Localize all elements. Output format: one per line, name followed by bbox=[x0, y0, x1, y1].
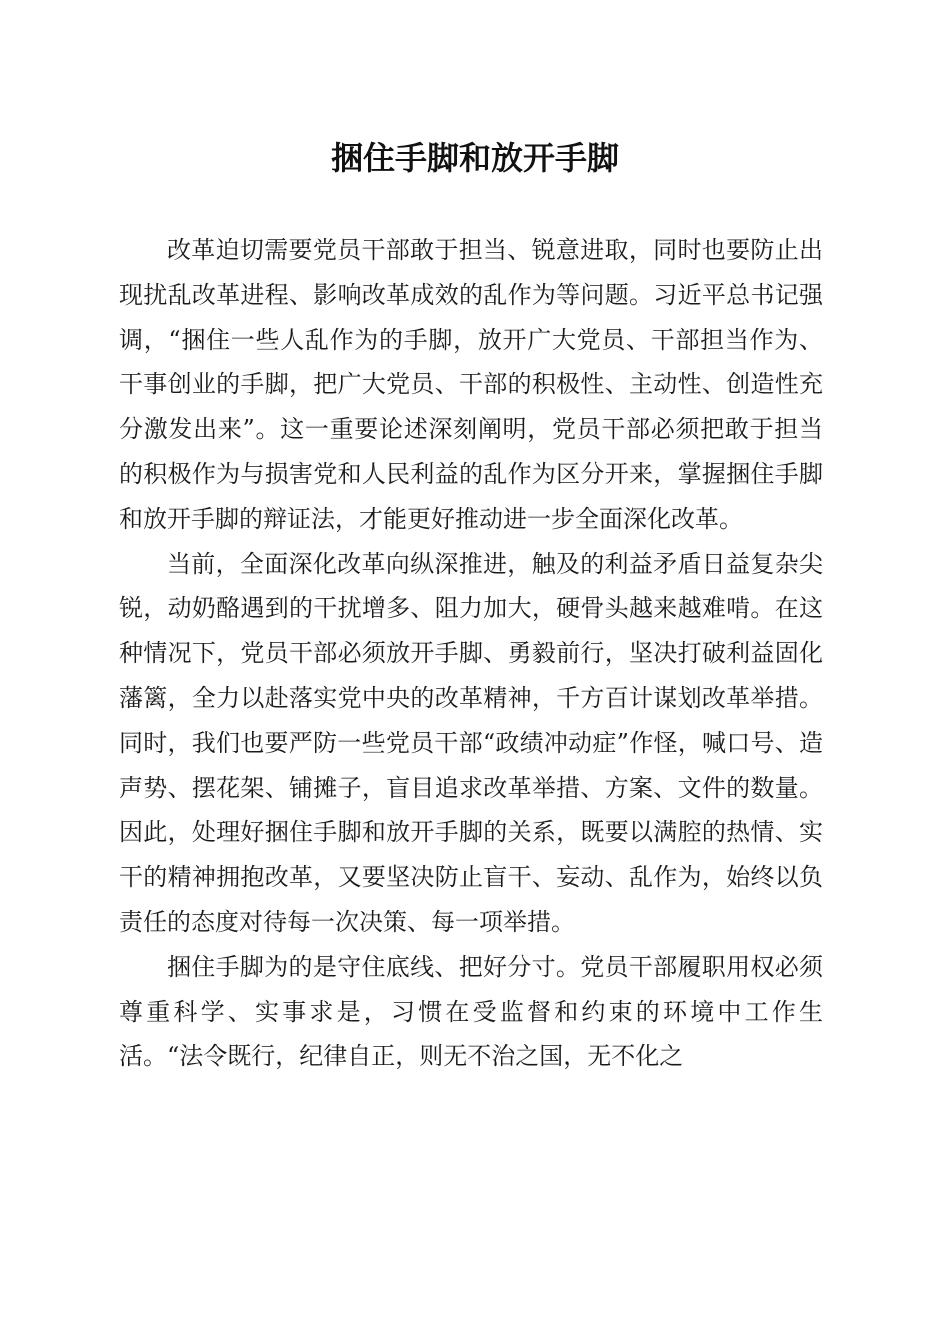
document-body bbox=[119, 228, 823, 1079]
paragraph-1: 改革迫切需要党员干部敢于担当、锐意进取，同时也要防止出现扰乱改革进程、影响改革成效的乱作为等问题。习近平总书记强调，“捆住一些人乱作为的手脚，放开广大党员、干部担当作为、干事创业的手脚，把广大党员、干部的积极性、主动性、创造性充分激发出来”。这一重要论述深刻阐明，党员干部必须把敢于担当的积极作为与损害党和人民利益的乱作为区分开来，掌握捆住手脚和放开手脚的辩证法，才能更好推动进一步全面深化改革。 bbox=[119, 236, 823, 533]
document-title: 捆住手脚和放开手脚 bbox=[330, 139, 619, 177]
paragraph-2: 当前，全面深化改革向纵深推进，触及的利益矛盾日益复杂尖锐，动奶酪遇到的干扰增多、阻力加大，硬骨头越来越难啃。在这种情况下，党员干部必须放开手脚、勇毅前行，坚决打破利益固化藩篱，全力以赴落实党中央的改革精神，千方百计谋划改革举措。同时，我们也要严防一些党员干部“政绩冲动症”作怪，喊口号、造声势、摆花架、铺摊子，盲目追求改革举措、方案、文件的数量。因此，处理好捆住手脚和放开手脚的关系，既要以满腔的热情、实干的精神拥抱改革，又要坚决防止盲干、妄动、乱作为，始终以负责任的态度对待每一次决策、每一项举措。 bbox=[119, 549, 823, 936]
paragraph-3: 捆住手脚为的是守住底线、把好分寸。党员干部履职用权必须尊重科学、实事求是，习惯在受监督和约束的环境中工作生活。“法令既行，纪律自正，则无不治之国，无不化之 bbox=[119, 952, 823, 1071]
